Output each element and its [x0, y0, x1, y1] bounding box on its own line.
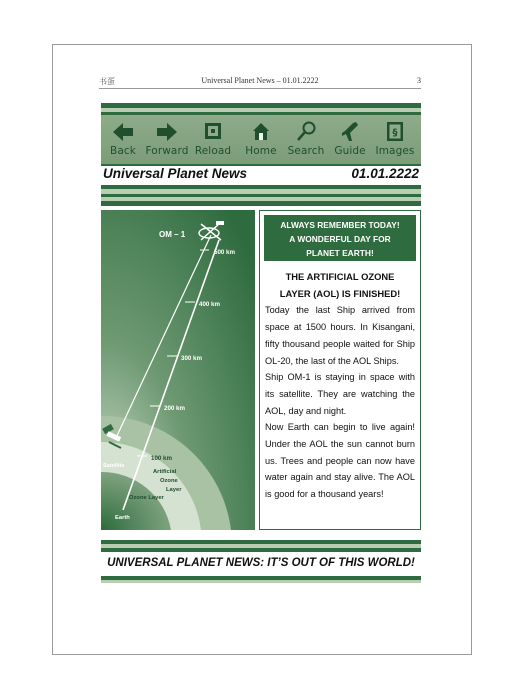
running-header-title: Universal Planet News – 01.01.2222 [201, 76, 319, 85]
svg-text:§: § [392, 127, 398, 139]
satellite-label: Satellite [103, 463, 125, 469]
article-body [265, 269, 415, 503]
bottom-stripe-light [101, 580, 421, 583]
search-button[interactable] [284, 117, 328, 161]
images-button[interactable] [371, 117, 419, 161]
back-button[interactable] [101, 117, 145, 161]
aol-label-line2: Ozone [160, 478, 178, 484]
search-label: Search [287, 145, 325, 157]
ozone-layer-label: Ozone Layer [129, 495, 164, 501]
altitude-200: 200 km [164, 405, 185, 412]
footer-stripe-dark-2 [101, 548, 421, 552]
article-paragraph-1: Today the last Ship arrived from space at 1500 hours. In Kisangani, fifty thousand people waited for Ship OL-20, the last of the AOL Ships. [265, 305, 415, 366]
callout-line-2: A WONDERFUL DAY FOR [289, 234, 391, 244]
page-number: 3 [417, 76, 421, 85]
altitude-300: 300 km [181, 355, 202, 362]
masthead [101, 166, 421, 184]
callout-line-1: ALWAYS REMEMBER TODAY! [280, 220, 400, 230]
footer-slogan: UNIVERSAL PLANET NEWS: IT’S OUT OF THIS WORLD! [107, 557, 415, 569]
guide-button[interactable] [328, 117, 372, 161]
altitude-400: 400 km [199, 301, 220, 308]
aol-label-line1: Artificial [153, 469, 177, 475]
callout-line-3: PLANET EARTH! [306, 248, 374, 258]
earth-label: Earth [115, 515, 130, 521]
reload-icon [191, 119, 235, 145]
reload-button[interactable] [191, 117, 235, 161]
article-paragraph-2: Ship OM-1 is staying in space with its satellite. They are watching the AOL, day and night. [265, 372, 415, 416]
images-label: Images [375, 145, 415, 157]
back-label: Back [110, 145, 136, 157]
home-label: Home [245, 145, 277, 157]
arrow-left-icon [101, 119, 145, 145]
forward-button[interactable] [145, 117, 189, 161]
browser-toolbar [101, 115, 421, 164]
images-icon [371, 119, 419, 145]
search-icon [284, 119, 328, 145]
headline-line-1: THE ARTIFICIAL OZONE [285, 271, 395, 282]
running-header [99, 74, 421, 88]
headline-line-2: LAYER (AOL) IS FINISHED! [279, 287, 401, 299]
article-column [259, 210, 421, 530]
footer-banner [101, 555, 421, 575]
article-paragraph-3: Now Earth can begin to live again! Under the AOL the sun cannot burn us. Trees and people can now have water again and stay alive. The AOL is good for a thousand years! [265, 422, 415, 500]
masthead-name: Universal Planet News [103, 166, 248, 181]
home-button[interactable] [239, 117, 283, 161]
reload-label: Reload [194, 145, 232, 157]
forward-label: Forward [145, 145, 189, 157]
callout-box [264, 215, 416, 261]
guide-icon [328, 119, 372, 145]
article-headline [265, 269, 415, 302]
altitude-100: 100 km [151, 455, 172, 462]
ship-label: OM – 1 [159, 230, 186, 239]
guide-label: Guide [334, 145, 366, 157]
ozone-layer-illustration [101, 210, 255, 530]
running-header-left: 书蛋 [99, 77, 115, 86]
aol-label-line3: Layer [166, 487, 182, 493]
masthead-date: 01.01.2222 [351, 166, 419, 181]
arrow-right-icon [145, 119, 189, 145]
home-icon [239, 119, 283, 145]
altitude-500: 500 km [214, 249, 235, 256]
content-area [101, 206, 421, 540]
header-rule [99, 88, 421, 89]
